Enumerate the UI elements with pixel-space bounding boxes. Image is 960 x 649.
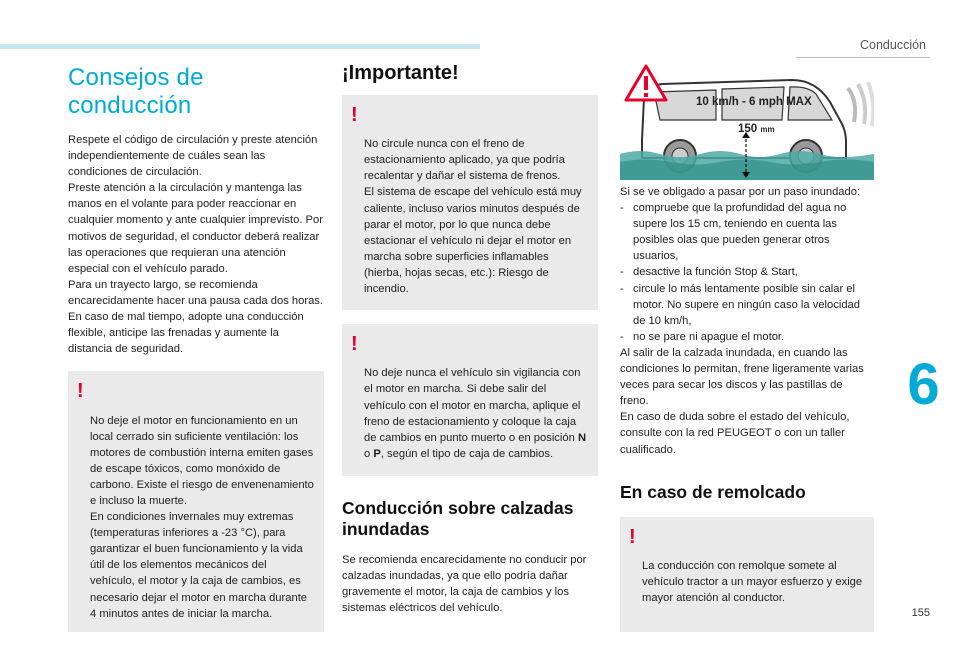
towing-heading: En caso de remolcado <box>620 481 806 502</box>
warning-box-engine <box>68 371 324 631</box>
gear-p: P <box>373 447 381 460</box>
warning-box-parking-brake <box>342 95 598 310</box>
flooded-roads-heading: Conducción sobre calzadas inundadas <box>342 497 574 539</box>
page-number: 155 <box>911 607 930 619</box>
warning-text: La conducción con remolque somete al vehículo tractor a un mayor esfuerzo y exige mayor atención al conductor. <box>642 559 863 604</box>
warning-text <box>364 367 586 459</box>
page-title: Consejos de conducción <box>68 64 204 119</box>
warning-text: No circule nunca con el freno de estacionamiento aplicado, ya que podría recalentar y dañar el sistema de frenos. El sistema de escape del vehículo está muy caliente, incluso varios minutos después de parar el motor, por lo que nunca debe estacionar el vehículo ni dejar el motor en marcha sobre superficies inflamables (hierba, hojas secas, etc.): Riesgo de incendio. <box>364 138 582 296</box>
intro-text: Respete el código de circulación y preste atención independientemente de cuáles sean las condiciones de circulación. Preste atención a la circulación y mantenga las manos en el volante para poder reaccionar en cualquier momento y ante cualquier imprevisto. Por motivos de seguridad, el conductor deberá realizar las operaciones que requieran una atención especial con el vehículo parado. Para un trayecto largo, se recomienda encarecidamente hacer una pausa cada dos horas. En caso de mal tiempo, adopte una conducción flexible, anticipe las frenadas y aumente la distancia de seguridad. <box>68 134 323 356</box>
depth-label <box>738 123 775 135</box>
warning-icon: ! <box>351 333 358 356</box>
column-driving-tips <box>68 62 324 632</box>
warning-icon: ! <box>77 380 84 403</box>
warning-icon: ! <box>351 104 358 126</box>
warning-icon: ! <box>629 525 636 548</box>
warning-text: No deje el motor en funcionamiento en un local cerrado sin suficiente ventilación: los motores de combustión interna emiten gases de escape tóxicos, como monóxido de carbono. Existe el riesgo de envenenamiento e incluso la muerte. En condiciones invernales muy extremas (temperaturas inferiores a -23 °C), para garantizar el buen funcionamiento y la vida útil de los elementos mecánicos del vehículo, el motor y la caja de cambios, es necesario dejar el motor en marcha durante 4 minutos antes de iniciar la marcha. <box>90 414 314 620</box>
speed-limit-label: 10 km/h - 6 mph MAX <box>696 96 812 108</box>
flood-checklist <box>620 200 874 345</box>
list-item: - desactive la función Stop & Start, <box>620 264 874 280</box>
header-rule <box>796 57 930 58</box>
gear-n: N <box>577 431 587 444</box>
warning-box-towing <box>620 517 874 632</box>
chapter-number: 6 <box>907 351 940 417</box>
depth-unit: mm <box>760 125 775 134</box>
column-important <box>342 62 598 616</box>
important-heading: ¡Importante! <box>342 62 459 84</box>
warning-text-a: No deje nunca el vehículo sin vigilancia con el motor en marcha. Si debe salir del vehículo con el motor en marcha, aplique el freno de estacionamiento y coloque la caja de cambios en punto muerto o en posición <box>364 367 581 444</box>
flood-intro: Si se ve obligado a pasar por un paso inundado: <box>620 186 861 198</box>
list-item: - compruebe que la profundidad del agua no supere los 15 cm, teniendo en cuenta las posibles olas que pueden generar otros usuarios, <box>620 200 874 264</box>
list-item: - no se pare ni apague el motor. <box>620 329 874 345</box>
running-title: Conducción <box>859 38 926 52</box>
warning-text-o: o <box>364 447 374 460</box>
chapter-tab <box>887 336 960 432</box>
flooded-car-illustration <box>620 62 874 180</box>
list-item: - circule lo más lentamente posible sin calar el motor. No supere en ningún caso la velocidad de 10 km/h, <box>620 281 874 329</box>
flooded-roads-text: Se recomienda encarecidamente no conducir por calzadas inundadas, ya que ello podría dañar gravemente el motor, la caja de cambios y los sistemas eléctricos del vehículo. <box>342 553 587 615</box>
depth-value: 150 <box>738 123 758 135</box>
warning-text-b: , según el tipo de caja de cambios. <box>380 447 554 460</box>
column-flooded-procedure <box>620 62 874 632</box>
car-in-water-graphic <box>620 62 874 180</box>
top-accent-bar <box>0 44 480 49</box>
flood-outro: Al salir de la calzada inundada, en cuando las condiciones lo permitan, frene ligeramente varias veces para secar los discos y las pastillas de freno. En caso de duda sobre el estado del vehículo, consulte con la red PEUGEOT o con un taller cualificado. <box>620 346 864 456</box>
warning-box-unattended <box>342 324 598 476</box>
